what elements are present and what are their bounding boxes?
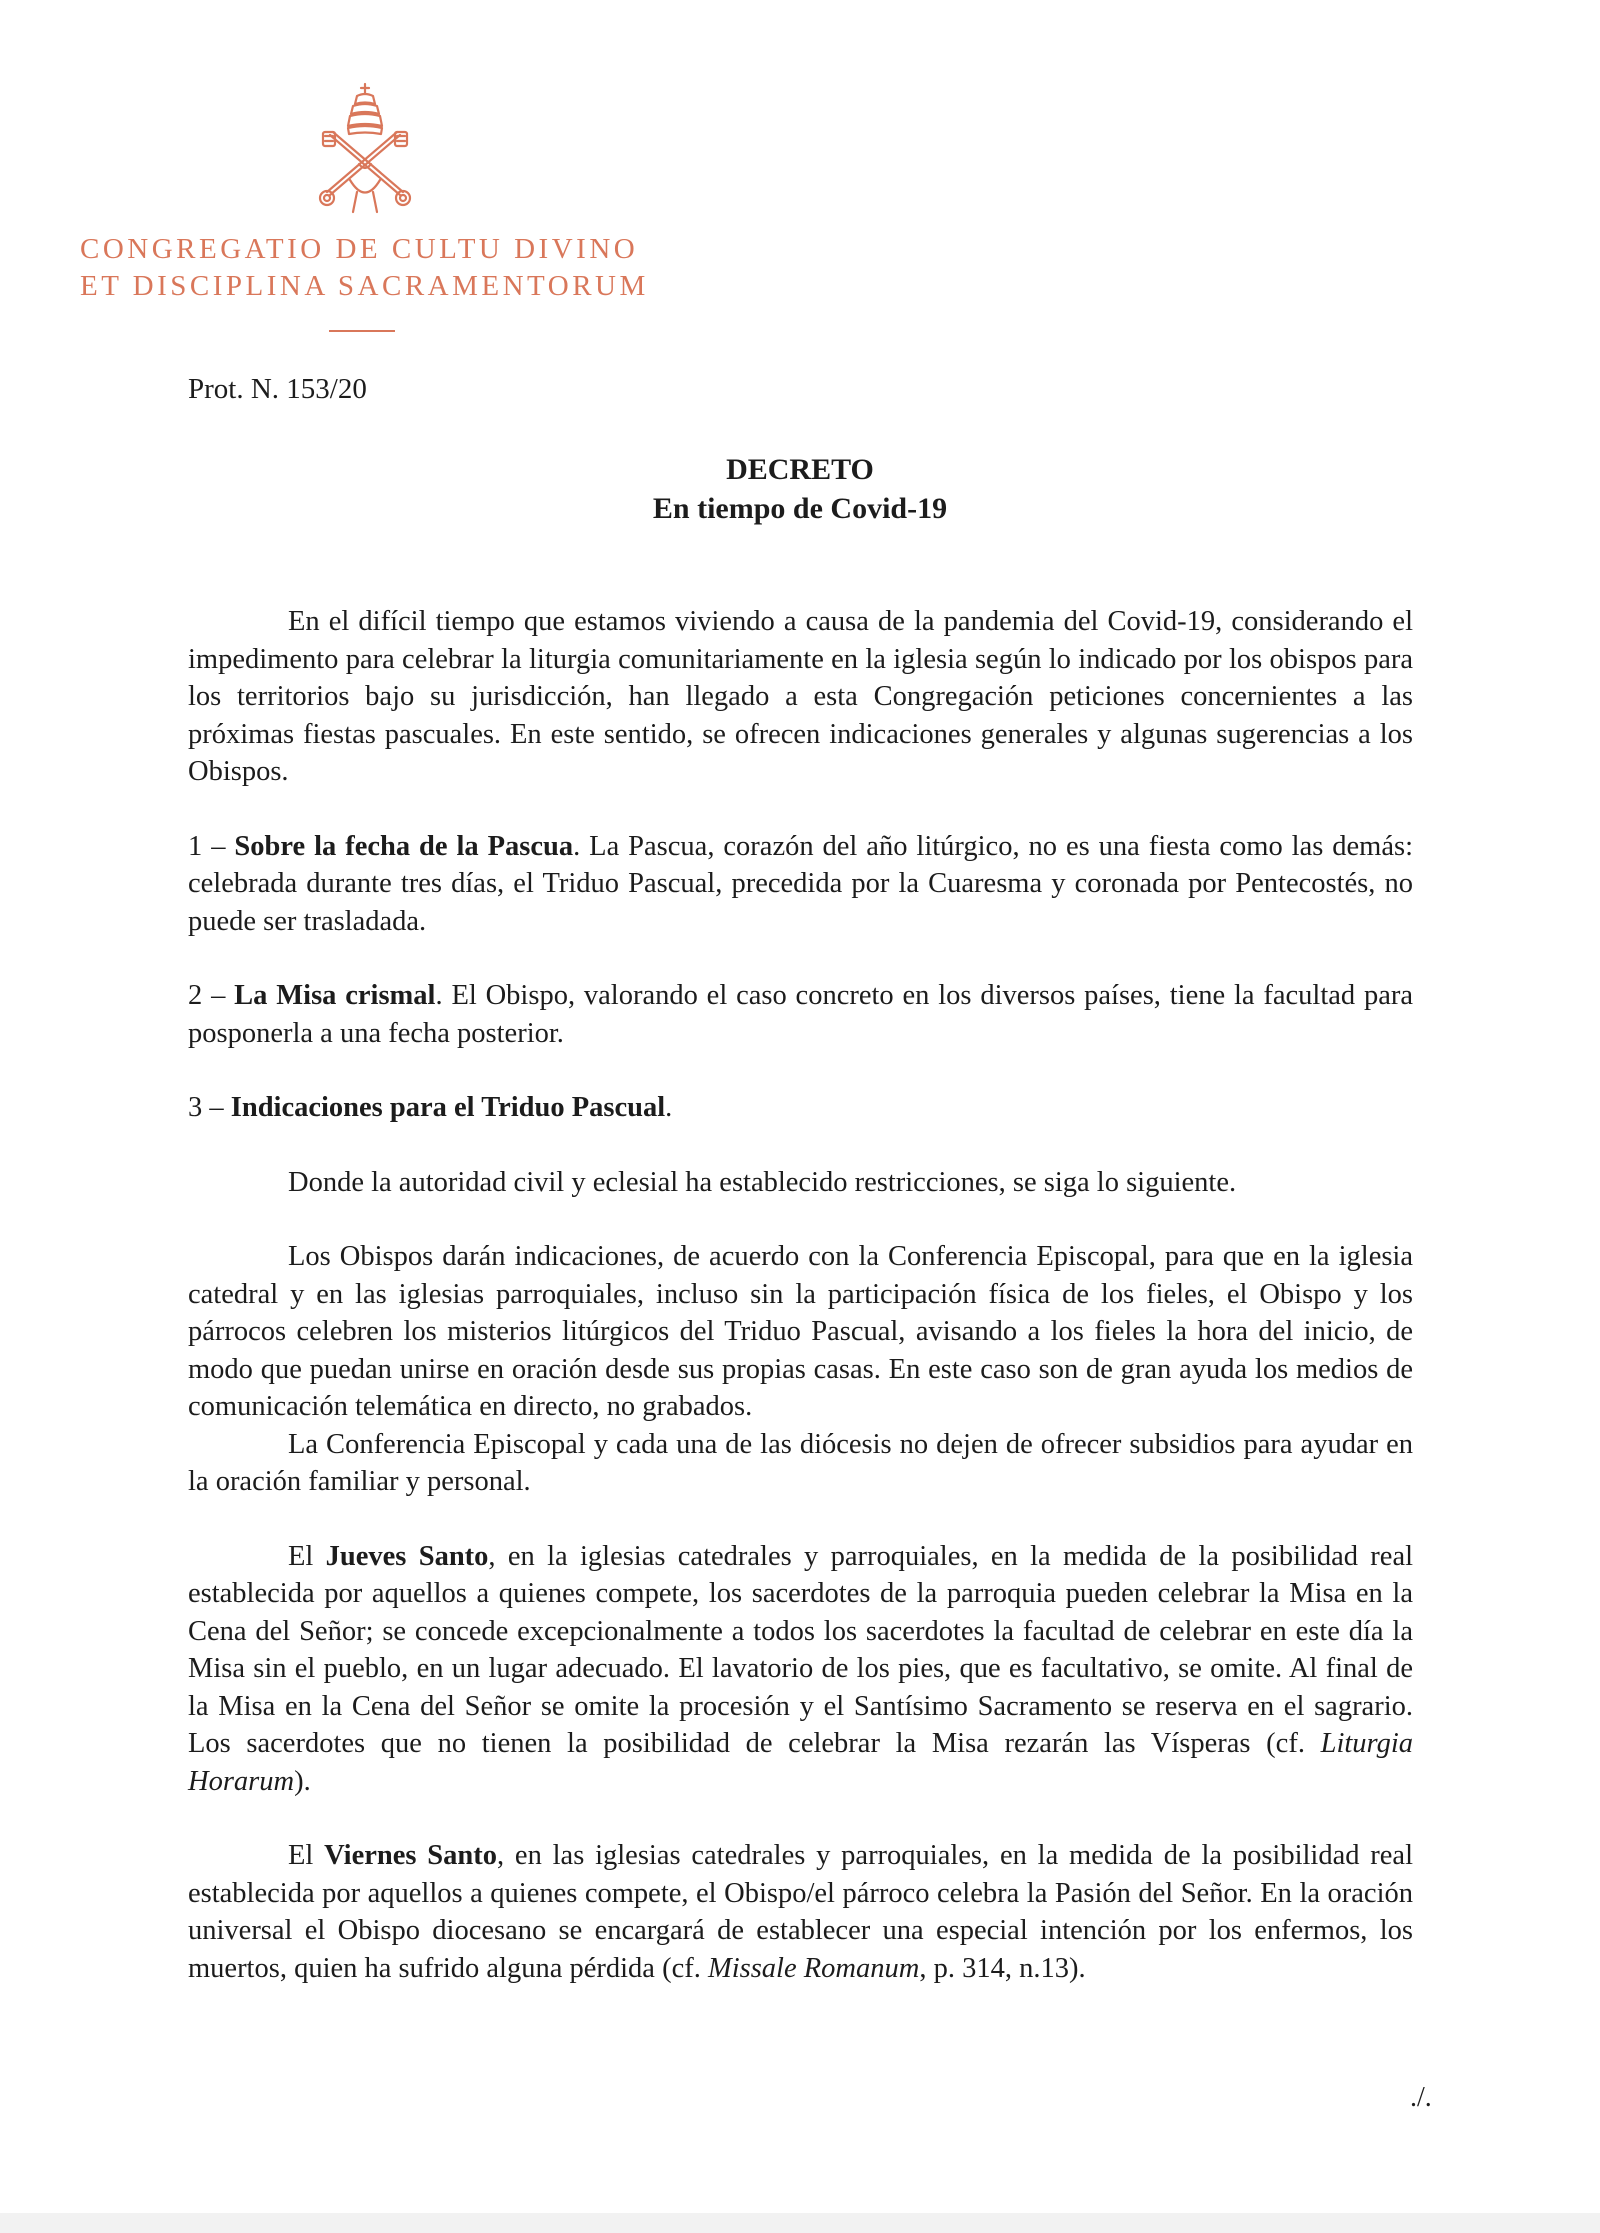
missale-romanum-ref: Missale Romanum [707,1952,920,1984]
jueves-santo-label: Jueves Santo [325,1540,489,1572]
section-2 [188,977,1413,1052]
section-1 [188,828,1413,941]
section-2-heading: La Misa crismal [234,980,436,1011]
intro-paragraph: En el difícil tiempo que estamos viviendo a causa de la pandemia del Covid-19, considerando el impedimento para celebrar la liturgia comunitariamente en la iglesia según lo indicado por los obispos para los territorios bajo su jurisdicción, han llegado a esta Congregación peticiones concernientes a las próximas fiestas pascuales. En este sentido, se ofrecen indicaciones generales y algunas sugerencias a los Obispos. [188,606,1413,787]
letterhead-line-2: ET DISCIPLINA SACRAMENTORUM [80,270,649,302]
liturgia-horarum-ref: Liturgia Horarum [188,1728,1413,1797]
section-3-text: . [665,1092,673,1123]
letterhead-line-1: CONGREGATIO DE CULTU DIVINO [80,233,639,265]
obispos-paragraph: Los Obispos darán indicaciones, de acuerdo con la Conferencia Episcopal, para que en la iglesia catedral y en las iglesias parroquiales, incluso sin la participación física de los fieles, el Obispo y los párrocos celebren los misterios litúrgicos del Triduo Pascual, avisando a los fieles la hora del inicio, de modo que puedan unirse en oración desde sus propias casas. En este caso son de gran ayuda los medios de comunicación telemática en directo, no grabados. [188,1241,1413,1422]
section-2-number: 2 – [188,980,235,1011]
jueves-end: ). [294,1765,311,1797]
protocol-number: Prot. N. 153/20 [188,373,367,405]
papal-coat-of-arms-icon [295,80,435,220]
document-body [188,603,1413,1987]
viernes-santo-label: Viernes Santo [324,1840,497,1871]
continuation-mark: ./. [1410,2082,1432,2113]
letterhead-divider [329,330,395,332]
section-3-number: 3 – [188,1092,231,1123]
section-2-text: . El Obispo, valorando el caso concreto en los diversos países, tiene la facultad para posponerla a una fecha posterior. [188,980,1414,1049]
viernes-pre: El [288,1840,325,1871]
section-1-heading: Sobre la fecha de la Pascua [234,830,574,862]
section-1-number: 1 – [188,830,235,862]
scan-edge [0,2213,1600,2233]
viernes-end: , p. 314, n.13). [919,1952,1086,1984]
jueves-pre: El [288,1540,326,1572]
section-3 [188,1089,1413,1127]
document-subtitle: En tiempo de Covid-19 [652,492,948,525]
restrictions-paragraph: Donde la autoridad civil y eclesial ha establecido restricciones, se siga lo siguiente. [288,1166,1237,1198]
viernes-text: , en las iglesias catedrales y parroquiales, en la medida de la posibilidad real establecida por aquellos a quienes compete, el Obispo/el párroco celebra la Pasión del Señor. En la oración universal el Obispo diocesano se encargará de establecer una especial intención por los enfermos, los muertos, quien ha sufrido alguna pérdida (cf. [188,1840,1414,1984]
section-3-heading: Indicaciones para el Triduo Pascual [230,1092,666,1123]
jueves-text: , en la iglesias catedrales y parroquiales, en la medida de la posibilidad real establecida por aquellos a quienes compete, los sacerdotes de la parroquia pueden celebrar la Misa en la Cena del Señor; se concede excepcionalmente a todos los sacerdotes la facultad de celebrar en este día la Misa sin el pueblo, en un lugar adecuado. El lavatorio de los pies, que es facultativo, se omite. Al final de la Misa en la Cena del Señor se omite la procesión y el Santísimo Sacramento se reserva en el sagrario. Los sacerdotes que no tienen la posibilidad de celebrar la Misa rezarán las Vísperas (cf. [188,1540,1414,1759]
jueves-santo-paragraph [188,1538,1413,1801]
section-1-text: . La Pascua, corazón del año litúrgico, no es una fiesta como las demás: celebrada durante tres días, el Triduo Pascual, precedida por la Cuaresma y coronada por Pentecostés, no puede ser trasladada. [188,830,1414,937]
viernes-santo-paragraph [188,1837,1413,1987]
conferencia-paragraph: La Conferencia Episcopal y cada una de las diócesis no dejen de ofrecer subsidios para ayudar en la oración familiar y personal. [188,1428,1413,1497]
document-title: DECRETO [726,453,874,486]
